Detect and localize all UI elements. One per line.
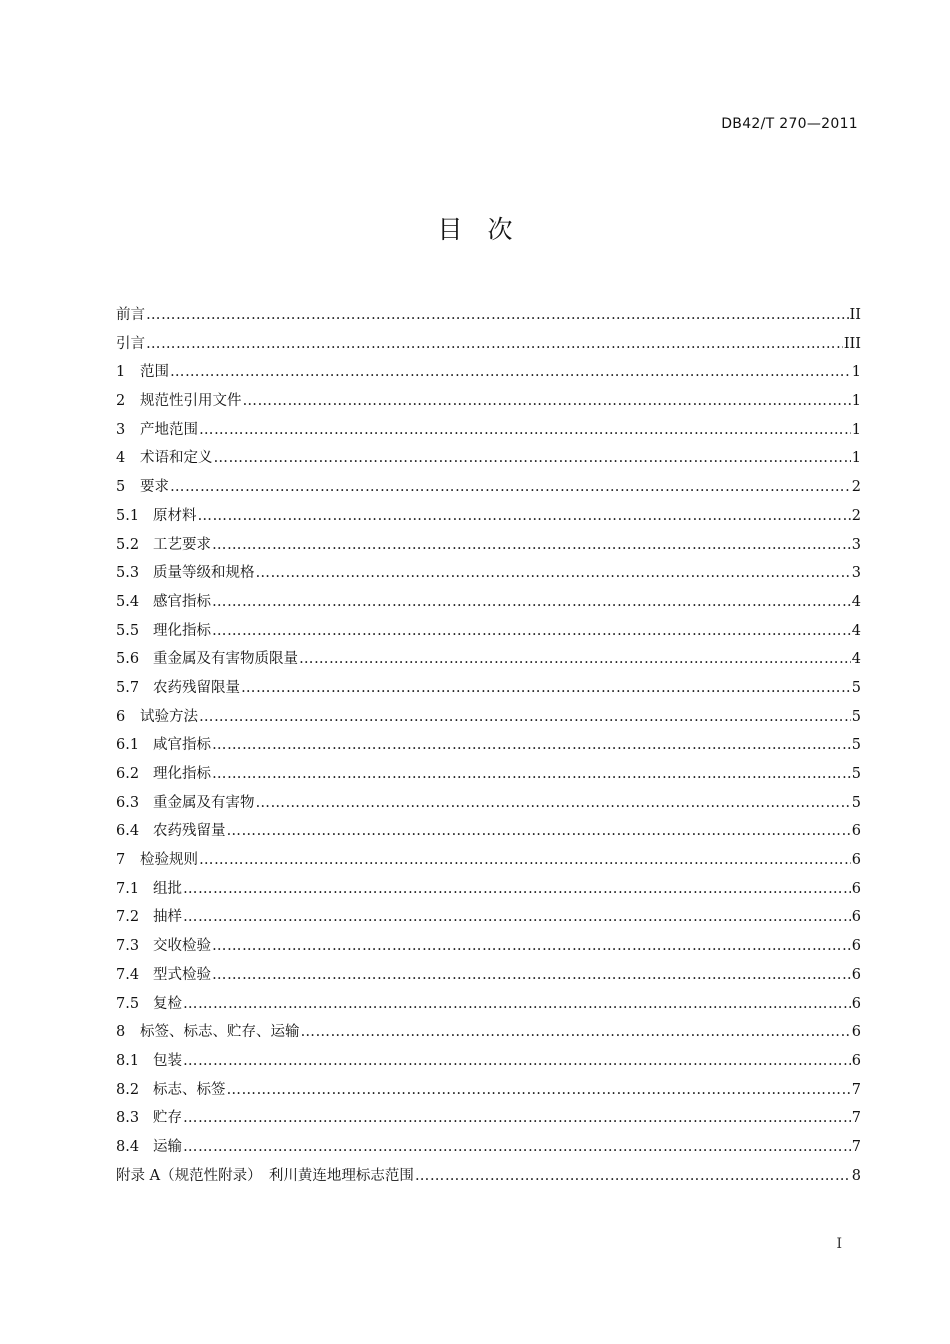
toc-leader-dots bbox=[243, 387, 851, 416]
toc-entry-label: 要求 bbox=[140, 479, 169, 496]
toc-entry-page: 1 bbox=[851, 450, 861, 467]
toc-entry-number: 8.4 bbox=[116, 1138, 140, 1155]
toc-entry-label: 交收检验 bbox=[153, 938, 211, 955]
toc-leader-dots bbox=[212, 588, 851, 617]
toc-entry-page: 3 bbox=[851, 565, 861, 582]
toc-entry-page: 5 bbox=[851, 679, 861, 696]
toc-entry[interactable] bbox=[116, 1047, 861, 1076]
toc-entry-number: 8.2 bbox=[116, 1081, 140, 1098]
toc-leader-dots bbox=[170, 358, 851, 387]
toc-entry-number: 6.2 bbox=[116, 766, 140, 782]
toc-entry-page: 6 bbox=[851, 995, 861, 1012]
toc-leader-dots bbox=[299, 645, 851, 674]
toc-entry[interactable] bbox=[116, 903, 861, 932]
toc-entry-label: 贮存 bbox=[153, 1110, 182, 1127]
toc-entry-page: 4 bbox=[851, 593, 861, 610]
toc-leader-dots bbox=[227, 817, 851, 846]
toc-entry-page: 4 bbox=[851, 651, 861, 668]
toc-entry[interactable] bbox=[116, 301, 861, 330]
toc-leader-dots bbox=[212, 531, 851, 560]
toc-entry[interactable] bbox=[116, 531, 861, 560]
toc-entry-label: 重金属及有害物 bbox=[153, 794, 255, 811]
toc-leader-dots bbox=[256, 789, 851, 818]
toc-leader-dots bbox=[199, 846, 851, 875]
toc-entry-label: 理化指标 bbox=[153, 766, 211, 782]
toc-entry-label: 工艺要求 bbox=[153, 536, 211, 553]
toc-entry-number: 8.1 bbox=[116, 1052, 140, 1069]
toc-leader-dots bbox=[199, 416, 851, 445]
toc-entry[interactable] bbox=[116, 961, 861, 990]
toc-entry[interactable] bbox=[116, 1133, 861, 1162]
toc-leader-dots bbox=[212, 961, 851, 990]
toc-entry-label: 复检 bbox=[153, 995, 182, 1012]
toc-leader-dots bbox=[212, 760, 851, 789]
toc-entry-label: 产地范围 bbox=[140, 421, 198, 438]
toc-entry[interactable] bbox=[116, 645, 861, 674]
toc-entry[interactable] bbox=[116, 932, 861, 961]
toc-entry-label: 检验规则 bbox=[140, 852, 198, 869]
toc-entry-page: 1 bbox=[851, 421, 861, 438]
toc-entry-number: 6.4 bbox=[116, 823, 140, 840]
toc-entry-page: II bbox=[849, 307, 861, 323]
toc-entry-number: 1 bbox=[116, 364, 126, 381]
toc-entry-page: 5 bbox=[851, 794, 861, 811]
toc-entry-page: 6 bbox=[851, 1024, 861, 1041]
toc-entry-page: 2 bbox=[851, 479, 861, 496]
toc-entry[interactable] bbox=[116, 330, 861, 359]
toc-entry[interactable] bbox=[116, 1104, 861, 1133]
toc-leader-dots bbox=[183, 1047, 851, 1076]
toc-leader-dots bbox=[256, 559, 851, 588]
toc-leader-dots bbox=[301, 1018, 851, 1047]
toc-entry[interactable] bbox=[116, 674, 861, 703]
standard-code: DB42/T 270—2011 bbox=[721, 116, 858, 132]
toc-leader-dots bbox=[212, 617, 851, 646]
toc-entry[interactable] bbox=[116, 817, 861, 846]
toc-entry-number: 7.3 bbox=[116, 938, 140, 955]
toc-entry-label: 理化指标 bbox=[153, 622, 211, 639]
toc-leader-dots bbox=[241, 674, 851, 703]
toc-entry-page: 1 bbox=[851, 364, 861, 381]
toc-entry-number: 5.5 bbox=[116, 622, 140, 639]
toc-entry-page: 6 bbox=[851, 938, 861, 955]
toc-leader-dots bbox=[212, 731, 851, 760]
toc-entry-label: 包装 bbox=[153, 1052, 182, 1069]
toc-entry-page: 7 bbox=[851, 1110, 861, 1127]
toc-entry[interactable] bbox=[116, 875, 861, 904]
toc-entry-label: 试验方法 bbox=[140, 708, 198, 725]
toc-entry[interactable] bbox=[116, 703, 861, 732]
toc-leader-dots bbox=[198, 502, 851, 531]
toc-entry-number: 7.4 bbox=[116, 966, 140, 983]
toc-entry-number: 4 bbox=[116, 450, 126, 467]
toc-leader-dots bbox=[183, 903, 851, 932]
toc-entry[interactable] bbox=[116, 387, 861, 416]
toc-entry-page: 6 bbox=[851, 880, 861, 897]
toc-entry-number: 7 bbox=[116, 852, 126, 869]
toc-entry-label: 农药残留量 bbox=[153, 823, 226, 840]
toc-entry-number: 8 bbox=[116, 1024, 126, 1041]
toc-entry[interactable] bbox=[116, 789, 861, 818]
toc-entry-page: 4 bbox=[851, 622, 861, 639]
toc-entry-number: 5.1 bbox=[116, 507, 140, 524]
toc-leader-dots bbox=[227, 1076, 851, 1105]
toc-entry-number: 6 bbox=[116, 708, 126, 725]
toc-entry-number: 6.1 bbox=[116, 737, 140, 754]
toc-entry-page: 6 bbox=[851, 966, 861, 983]
toc-entry-page: 6 bbox=[851, 852, 861, 869]
toc-entry-page: 2 bbox=[851, 507, 861, 524]
toc-entry-page: 5 bbox=[851, 766, 861, 782]
toc-entry-number: 5.4 bbox=[116, 593, 140, 610]
toc-entry-page: 1 bbox=[851, 393, 861, 410]
toc-entry[interactable] bbox=[116, 444, 861, 473]
toc-entry-label: 组批 bbox=[153, 880, 182, 897]
toc-entry[interactable] bbox=[116, 731, 861, 760]
toc-leader-dots bbox=[146, 301, 849, 330]
toc-entry[interactable] bbox=[116, 588, 861, 617]
toc-leader-dots bbox=[183, 875, 851, 904]
toc-entry-page: 7 bbox=[851, 1081, 861, 1098]
toc-entry-label: 规范性引用文件 bbox=[140, 393, 242, 410]
toc-entry-label: 农药残留限量 bbox=[153, 679, 240, 696]
toc-entry-label: 范围 bbox=[140, 364, 169, 381]
toc-entry[interactable] bbox=[116, 617, 861, 646]
toc-leader-dots bbox=[183, 1104, 851, 1133]
toc-entry[interactable] bbox=[116, 990, 861, 1019]
toc-entry[interactable] bbox=[116, 416, 861, 445]
toc-leader-dots bbox=[415, 1162, 851, 1191]
toc-entry-label: 术语和定义 bbox=[140, 450, 213, 467]
toc-entry-number: 6.3 bbox=[116, 794, 140, 811]
toc-entry-page: 8 bbox=[851, 1167, 861, 1184]
toc-entry-page: III bbox=[843, 335, 861, 352]
toc-entry-label: 引言 bbox=[116, 335, 145, 352]
toc-entry-number: 5 bbox=[116, 479, 126, 496]
toc-entry-label: 型式检验 bbox=[153, 966, 211, 983]
toc-leader-dots bbox=[170, 473, 851, 502]
page-title: 目 次 bbox=[437, 215, 513, 244]
toc-entry-label: 运输 bbox=[153, 1138, 182, 1155]
toc-entry-page: 7 bbox=[851, 1138, 861, 1155]
toc-entry[interactable] bbox=[116, 358, 861, 387]
toc-entry-number: 2 bbox=[116, 393, 126, 410]
toc-entry-label: 质量等级和规格 bbox=[153, 565, 255, 582]
toc-entry[interactable] bbox=[116, 1162, 861, 1191]
toc-leader-dots bbox=[146, 330, 843, 359]
table-of-contents bbox=[116, 301, 861, 1190]
toc-entry[interactable] bbox=[116, 559, 861, 588]
toc-entry-label: 抽样 bbox=[153, 909, 182, 926]
toc-entry-number: 5.6 bbox=[116, 651, 140, 668]
toc-entry-label: 重金属及有害物质限量 bbox=[153, 651, 298, 668]
toc-leader-dots bbox=[212, 932, 851, 961]
toc-entry-number: 7.1 bbox=[116, 880, 140, 897]
toc-entry[interactable] bbox=[116, 1018, 861, 1047]
toc-entry-number: 7.5 bbox=[116, 995, 140, 1012]
toc-leader-dots bbox=[199, 703, 851, 732]
toc-leader-dots bbox=[183, 1133, 851, 1162]
toc-entry[interactable] bbox=[116, 502, 861, 531]
toc-entry-page: 3 bbox=[851, 536, 861, 553]
toc-entry[interactable] bbox=[116, 846, 861, 875]
toc-entry-label: 咸官指标 bbox=[153, 737, 211, 754]
toc-entry-number: 7.2 bbox=[116, 909, 140, 926]
toc-entry-number: 5.2 bbox=[116, 536, 140, 553]
page-number: I bbox=[836, 1236, 842, 1252]
toc-entry-label: 感官指标 bbox=[153, 593, 211, 610]
toc-entry-number: 8.3 bbox=[116, 1110, 140, 1127]
toc-entry-page: 5 bbox=[851, 737, 861, 754]
toc-entry-page: 6 bbox=[851, 1052, 861, 1069]
toc-entry-number: 5.7 bbox=[116, 679, 140, 696]
toc-entry-label: 标志、标签 bbox=[153, 1081, 226, 1098]
toc-leader-dots bbox=[183, 990, 851, 1019]
toc-leader-dots bbox=[214, 444, 851, 473]
toc-entry-label: 附录 A（规范性附录） 利川黄连地理标志范围 bbox=[116, 1167, 414, 1184]
toc-entry-page: 6 bbox=[851, 909, 861, 926]
toc-entry-label: 原材料 bbox=[153, 507, 197, 524]
toc-entry-label: 标签、标志、贮存、运输 bbox=[140, 1024, 300, 1041]
toc-entry-number: 3 bbox=[116, 421, 126, 438]
toc-entry[interactable] bbox=[116, 760, 861, 789]
toc-entry-page: 5 bbox=[851, 708, 861, 725]
toc-entry-page: 6 bbox=[851, 823, 861, 840]
toc-entry-number: 5.3 bbox=[116, 565, 140, 582]
toc-entry[interactable] bbox=[116, 473, 861, 502]
toc-entry-label: 前言 bbox=[116, 307, 145, 323]
toc-entry[interactable] bbox=[116, 1076, 861, 1105]
